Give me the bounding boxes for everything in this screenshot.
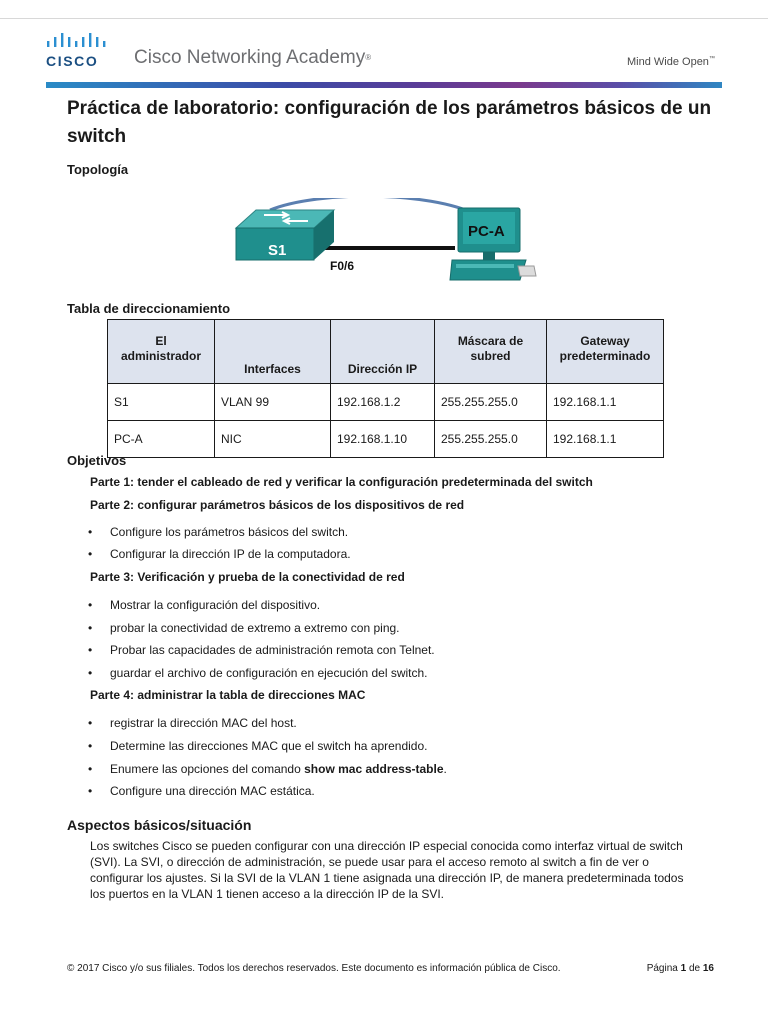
cisco-logo [46, 32, 114, 68]
tagline [627, 56, 715, 68]
list-item [88, 784, 315, 798]
page-title: Práctica de laboratorio: configuración de los parámetros básicos de un switch [67, 98, 712, 147]
table-row [108, 384, 664, 421]
list-item-text: probar la conectividad de extremo a extremo con ping. [110, 621, 400, 635]
list-item [88, 643, 435, 657]
bullet-icon: • [88, 666, 93, 680]
page-total: 16 [702, 963, 714, 974]
bullet-icon: • [88, 643, 93, 657]
list-item [88, 547, 351, 561]
list-item-text: Mostrar la configuración del dispositivo. [110, 598, 321, 612]
list-item-text: Configure los parámetros básicos del switch. [110, 525, 349, 539]
academy-text: Cisco Networking Academy [134, 47, 366, 68]
list-item-text: Enumere las opciones del comando [110, 762, 305, 776]
list-item-text: registrar la dirección MAC del host. [110, 716, 297, 730]
background-paragraph: Los switches Cisco se pueden configurar con una dirección IP especial conocida como interfaz virtual de switch (SVI). La SVI, o dirección de administración, se puede usar para el acceso remoto al switch a fin de ver o configurar los ajustes. Si la SVI de la VLAN 1 tiene asignada una dirección IP, de manera predeterminada todos los puertos en la VLAN 1 tienen acceso a la dirección IP de la SVI. [90, 839, 684, 901]
bullet-icon: • [88, 598, 93, 612]
col-header-interface: Interfaces [215, 320, 331, 384]
objective-part-1: Parte 1: tender el cableado de red y verificar la configuración predeterminada del switch [90, 475, 593, 489]
addressing-table [107, 319, 664, 458]
bullet-icon: • [88, 547, 93, 561]
top-rule [0, 18, 768, 19]
page-number [647, 963, 714, 974]
topology-diagram [230, 198, 540, 288]
list-item [88, 762, 447, 776]
table-cell: 192.168.1.1 [547, 384, 664, 421]
list-item [88, 525, 348, 539]
port-label: F0/6 [330, 259, 355, 273]
addressing-table-heading: Tabla de direccionamiento [67, 301, 231, 316]
table-cell: S1 [108, 384, 215, 421]
table-cell: NIC [215, 421, 331, 458]
header-color-bar [46, 82, 722, 88]
table-cell: 192.168.1.1 [547, 421, 664, 458]
table-cell: 255.255.255.0 [435, 384, 547, 421]
list-item-text-end: . [443, 762, 447, 776]
background-heading: Aspectos básicos/situación [67, 817, 252, 833]
table-cell: PC-A [108, 421, 215, 458]
cisco-wordmark: CISCO [46, 53, 99, 69]
table-cell: 192.168.1.2 [331, 384, 435, 421]
bullet-icon: • [88, 784, 93, 798]
topology-heading: Topología [67, 162, 129, 177]
list-item [88, 666, 428, 680]
switch-label: S1 [268, 242, 287, 259]
list-item-text: Configurar la dirección IP de la computadora. [110, 547, 351, 561]
academy-name [134, 48, 371, 68]
page-of: de [688, 963, 701, 974]
tagline-text: Mind Wide Open [627, 56, 709, 68]
list-item-text: Configure una dirección MAC estática. [110, 784, 315, 798]
list-item-text: Determine las direcciones MAC que el switch ha aprendido. [110, 739, 428, 753]
col-header-ip: Dirección IP [331, 320, 435, 384]
table-cell: VLAN 99 [215, 384, 331, 421]
list-item [88, 598, 320, 612]
page-word: Página [646, 963, 678, 974]
bullet-icon: • [88, 621, 93, 635]
col-header-gateway: Gateway predeterminado [547, 320, 664, 384]
pc-icon [450, 208, 536, 280]
col-header-device: El administrador [108, 320, 215, 384]
list-item [88, 716, 297, 730]
bullet-icon: • [88, 739, 93, 753]
command-text: show mac address-table [304, 762, 444, 776]
list-item-text: Probar las capacidades de administración remota con Telnet. [110, 643, 435, 657]
switch-icon [236, 210, 334, 260]
list-item [88, 739, 428, 753]
footer-copyright: © 2017 Cisco y/o sus filiales. Todos los derechos reservados. Este documento es información pública de Cisco. [67, 963, 561, 974]
table-header-row [108, 320, 664, 384]
objective-part-4: Parte 4: administrar la tabla de direcciones MAC [90, 688, 366, 702]
bullet-icon: • [88, 716, 93, 730]
objectives-heading: Objetivos [67, 453, 127, 468]
col-header-mask: Máscara de subred [435, 320, 547, 384]
table-cell: 192.168.1.10 [331, 421, 435, 458]
page-current: 1 [680, 963, 687, 974]
cisco-bridge-icon [46, 32, 114, 50]
trademark-mark: ™ [708, 56, 715, 62]
list-item [88, 621, 400, 635]
pc-label: PC-A [468, 223, 505, 240]
bullet-icon: • [88, 525, 93, 539]
registered-mark: ® [365, 53, 372, 62]
objective-part-2: Parte 2: configurar parámetros básicos de los dispositivos de red [90, 498, 465, 512]
list-item-text: guardar el archivo de configuración en ejecución del switch. [110, 666, 428, 680]
table-cell: 255.255.255.0 [435, 421, 547, 458]
objective-part-3: Parte 3: Verificación y prueba de la conectividad de red [90, 570, 405, 584]
bullet-icon: • [88, 762, 93, 776]
table-row [108, 421, 664, 458]
